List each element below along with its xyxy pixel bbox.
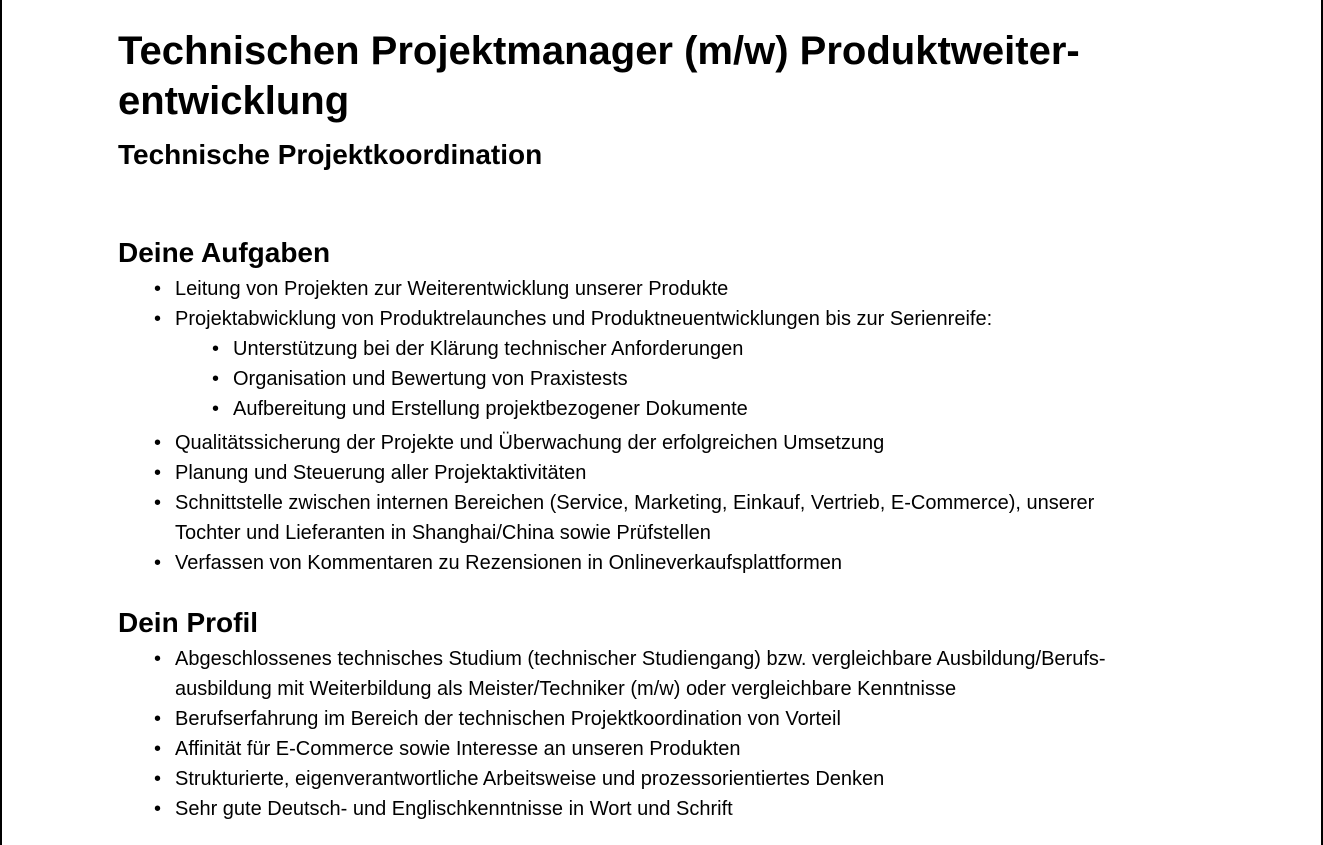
sub-list-item: • Organisation und Bewertung von Praxistests xyxy=(118,364,1248,394)
list-item-line: • Schnittstelle zwischen internen Bereichen (Service, Marketing, Einkauf, Vertrieb, E-Commerce), unserer xyxy=(175,492,1095,514)
list-item: • Planung und Steuerung aller Projektaktivitäten xyxy=(118,458,1248,488)
sub-list-container xyxy=(118,334,1248,424)
aufgaben-sub-list xyxy=(118,334,1248,424)
list-item xyxy=(118,488,1248,548)
list-item: • Leitung von Projekten zur Weiterentwicklung unserer Produkte xyxy=(118,274,1248,304)
list-item: • Affinität für E-Commerce sowie Interesse an unseren Produkten xyxy=(118,734,1248,764)
list-item: • Projektabwicklung von Produktrelaunches und Produktneuentwicklungen bis zur Serienreife: xyxy=(118,304,1248,334)
list-item: • Strukturierte, eigenverantwortliche Arbeitsweise und prozessorientiertes Denken xyxy=(118,764,1248,794)
section-heading-aufgaben: Deine Aufgaben xyxy=(118,237,331,268)
list-item: • Verfassen von Kommentaren zu Rezensionen in Onlineverkaufsplattformen xyxy=(118,548,1248,578)
list-item: • Qualitätssicherung der Projekte und Überwachung der erfolgreichen Umsetzung xyxy=(118,428,1248,458)
list-item-line: Tochter und Lieferanten in Shanghai/China sowie Prüfstellen xyxy=(175,522,711,544)
list-item xyxy=(118,644,1248,704)
aufgaben-list xyxy=(118,274,1248,578)
page-title xyxy=(118,26,1248,126)
page-subtitle: Technische Projektkoordination xyxy=(118,139,543,170)
sub-list-item: • Unterstützung bei der Klärung technischer Anforderungen xyxy=(118,334,1248,364)
section-heading-profil: Dein Profil xyxy=(118,607,259,638)
list-item: • Berufserfahrung im Bereich der technischen Projektkoordination von Vorteil xyxy=(118,704,1248,734)
page-title-line: Technischen Projektmanager (m/w) Produktweiter- xyxy=(118,29,1080,73)
profil-list xyxy=(118,644,1248,824)
list-item-line: • Abgeschlossenes technisches Studium (technischer Studiengang) bzw. vergleichbare Ausbildung/Berufs- xyxy=(175,648,1106,670)
job-posting xyxy=(118,26,1248,824)
sub-list-item: • Aufbereitung und Erstellung projektbezogener Dokumente xyxy=(118,394,1248,424)
list-item: • Sehr gute Deutsch- und Englischkenntnisse in Wort und Schrift xyxy=(118,794,1248,824)
page-title-line: entwicklung xyxy=(118,79,350,123)
list-item-line: ausbildung mit Weiterbildung als Meister/Techniker (m/w) oder vergleichbare Kenntnisse xyxy=(175,678,957,700)
